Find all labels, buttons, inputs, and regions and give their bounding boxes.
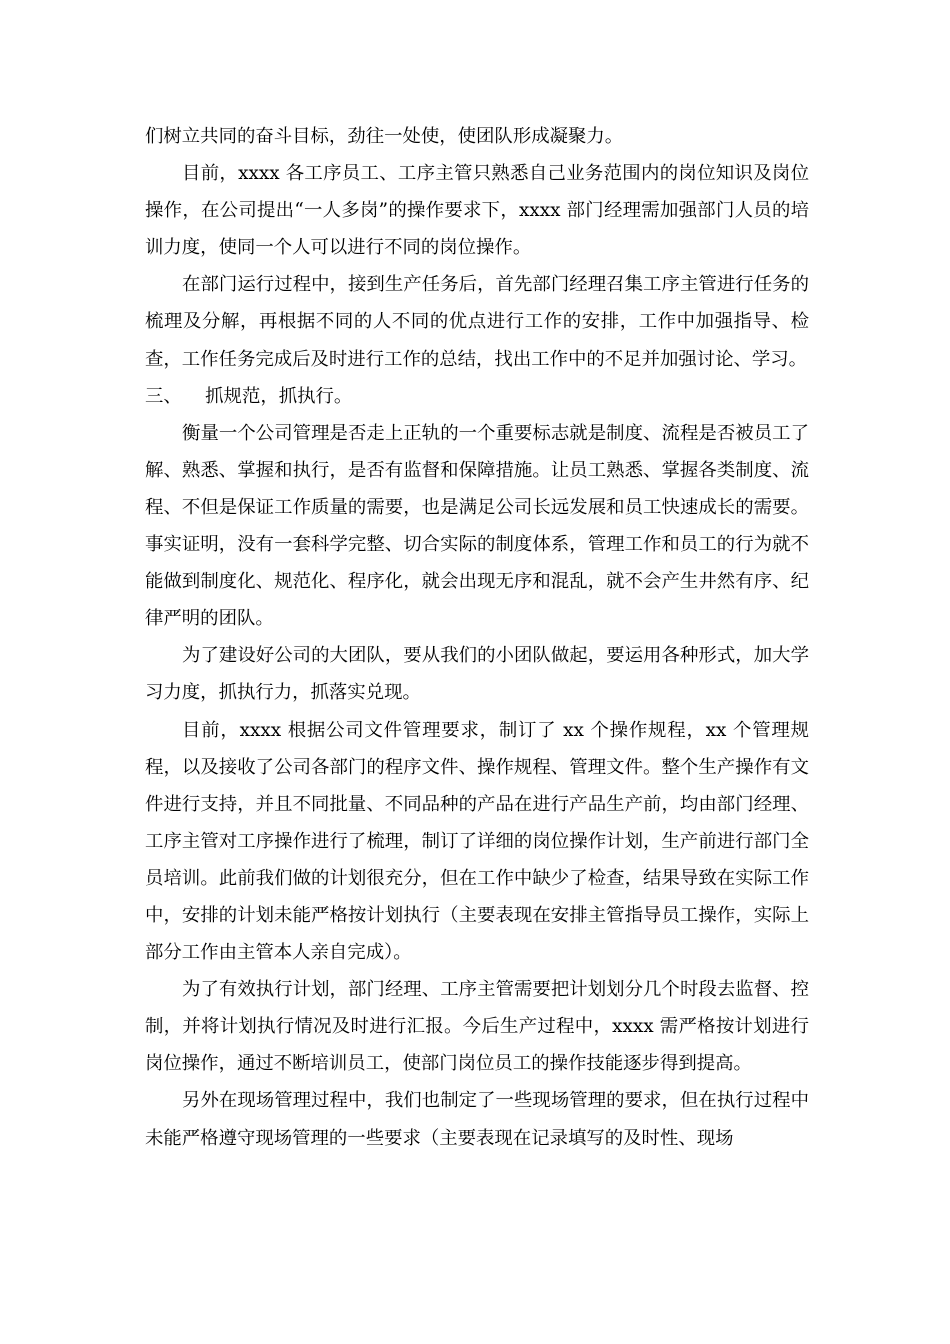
paragraph-continuation: 们树立共同的奋斗目标，劲往一处使，使团队形成凝聚力。 [145, 126, 624, 147]
paragraph-plan-execution: 为了有效执行计划，部门经理、工序主管需要把计划划分几个时段去监督、控制，并将计划执行情况及时进行汇报。今后生产过程中，xxxx 需严格按计划进行岗位操作，通过不断培训员工，使部门岗位员工的操作技能逐步得到提高。 [145, 979, 809, 1075]
paragraph-procedures: 目前，xxxx 根据公司文件管理要求，制订了 xx 个操作规程，xx 个管理规程，以及接收了公司各部门的程序文件、操作规程、管理文件。整个生产操作有文件进行支持，并且不同批量、不同品种的产品在进行产品生产前，均由部门经理、工序主管对工序操作进行了梳理，制订了详细的岗位操作计划，生产前进行部门全员培训。此前我们做的计划很充分，但在工作中缺少了检查，结果导致在实际工作中，安排的计划未能严格按计划执行（主要表现在安排主管指导员工操作，实际上部分工作由主管本人亲自完成）。 [145, 719, 809, 964]
document-body [145, 118, 809, 1157]
paragraph-team-building: 为了建设好公司的大团队，要从我们的小团队做起，要运用各种形式，加大学习力度，抓执行力，抓落实兑现。 [145, 645, 809, 704]
paragraph-training: 目前，xxxx 各工序员工、工序主管只熟悉自己业务范围内的岗位知识及岗位操作，在公司提出“一人多岗”的操作要求下，xxxx 部门经理需加强部门人员的培训力度，使同一个人可以进行不同的岗位操作。 [145, 163, 809, 259]
section-heading-three: 三、 抓规范，抓执行。 [145, 385, 353, 407]
paragraph-standards: 衡量一个公司管理是否走上正轨的一个重要标志就是制度、流程是否被员工了解、熟悉、掌握和执行，是否有监督和保障措施。让员工熟悉、掌握各类制度、流程、不但是保证工作质量的需要，也是满足公司长远发展和员工快速成长的需要。事实证明，没有一套科学完整、切合实际的制度体系，管理工作和员工的行为就不能做到制度化、规范化、程序化，就会出现无序和混乱，就不会产生井然有序、纪律严明的团队。 [145, 422, 809, 630]
paragraph-task-process: 在部门运行过程中，接到生产任务后，首先部门经理召集工序主管进行任务的梳理及分解，再根据不同的人不同的优点进行工作的安排，工作中加强指导、检查，工作任务完成后及时进行工作的总结，找出工作中的不足并加强讨论、学习。 [145, 274, 809, 370]
paragraph-site-management: 另外在现场管理过程中，我们也制定了一些现场管理的要求，但在执行过程中未能严格遵守现场管理的一些要求（主要表现在记录填写的及时性、现场 [145, 1090, 809, 1149]
